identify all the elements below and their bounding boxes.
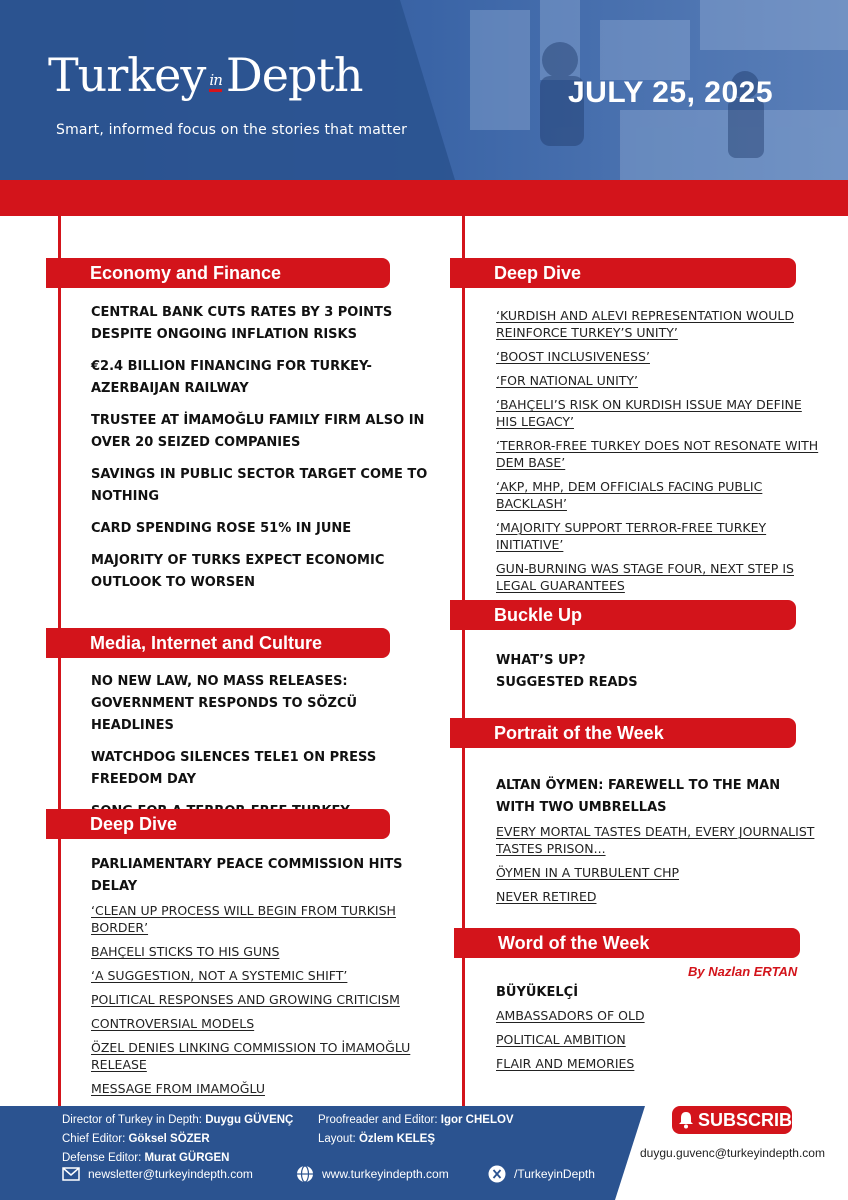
list-item-link[interactable]: ‘FOR NATIONAL UNITY’ (496, 373, 639, 388)
credit-director: Director of Turkey in Depth: Duygu GÜVENÇ (62, 1114, 294, 1126)
subscribe-email[interactable]: duygu.guvenc@turkeyindepth.com (640, 1146, 825, 1160)
issue-date: JULY 25, 2025 (568, 76, 774, 109)
footer-twitter[interactable]: /TurkeyinDepth (488, 1165, 595, 1183)
list-item[interactable]: SAVINGS IN PUBLIC SECTOR TARGET COME TO NOTHING (91, 467, 428, 504)
list-item-link[interactable]: CONTROVERSIAL MODELS (91, 1016, 255, 1031)
deep-dive-right-list (496, 307, 826, 594)
credits-left (62, 1111, 293, 1168)
section-buckle-up: Buckle Up (450, 600, 796, 630)
media-list (91, 671, 441, 823)
mail-icon (62, 1167, 80, 1181)
deep-dive-left-list (91, 854, 421, 1097)
section-media-culture: Media, Internet and Culture (46, 628, 390, 658)
section-deep-dive-left: Deep Dive (46, 809, 390, 839)
list-item-link[interactable]: NEVER RETIRED (496, 889, 597, 904)
list-item-link[interactable]: ‘MAJORITY SUPPORT TERROR-FREE TURKEY INITIATIVE’ (496, 520, 767, 552)
header-red-band (0, 180, 848, 216)
list-item[interactable]: MAJORITY OF TURKS EXPECT ECONOMIC OUTLOOK TO WORSEN (91, 553, 385, 590)
list-item-link[interactable]: BAHÇELI STICKS TO HIS GUNS (91, 944, 280, 959)
list-item-link[interactable]: ‘BAHÇELI’S RISK ON KURDISH ISSUE MAY DEFINE HIS LEGACY’ (496, 397, 802, 429)
list-item[interactable]: TRUSTEE AT İMAMOĞLU FAMILY FIRM ALSO IN OVER 20 SEIZED COMPANIES (91, 413, 425, 450)
list-item[interactable]: WATCHDOG SILENCES TELE1 ON PRESS FREEDOM DAY (91, 750, 377, 787)
list-item-link[interactable]: ÖYMEN IN A TURBULENT CHP (496, 865, 680, 880)
credit-defense: Defense Editor: Murat GÜRGEN (62, 1152, 230, 1164)
footer-website[interactable]: www.turkeyindepth.com (296, 1165, 449, 1183)
list-item-link[interactable]: GUN-BURNING WAS STAGE FOUR, NEXT STEP IS LEGAL GUARANTEES (496, 561, 794, 593)
author-byline: By Nazlan ERTAN (688, 964, 798, 979)
portrait-list (496, 775, 816, 905)
credit-chief: Chief Editor: Göksel SÖZER (62, 1133, 210, 1145)
center-divider-line (462, 216, 465, 1106)
section-word-week: Word of the Week (454, 928, 800, 958)
list-item-link[interactable]: POLITICAL RESPONSES AND GROWING CRITICISM (91, 992, 400, 1007)
tagline: Smart, informed focus on the stories that matter (56, 122, 408, 138)
subscribe-button[interactable]: SUBSCRIBE (672, 1106, 792, 1134)
section-deep-dive-right: Deep Dive (450, 258, 796, 288)
word-week-list (496, 982, 816, 1072)
list-item-link[interactable]: ‘AKP, MHP, DEM OFFICIALS FACING PUBLIC BACKLASH’ (496, 479, 763, 511)
deep-dive-headline[interactable]: PARLIAMENTARY PEACE COMMISSION HITS DELAY (91, 857, 403, 894)
credit-proofreader: Proofreader and Editor: Igor CHELOV (318, 1114, 514, 1126)
list-item[interactable]: NO NEW LAW, NO MASS RELEASES: GOVERNMENT RESPONDS TO SÖZCÜ HEADLINES (91, 674, 358, 733)
list-item[interactable]: CARD SPENDING ROSE 51% IN JUNE (91, 521, 352, 536)
list-item[interactable]: €2.4 BILLION FINANCING FOR TURKEY-AZERBAIJAN RAILWAY (91, 359, 372, 396)
economy-list (91, 302, 431, 594)
word-headline[interactable]: BÜYÜKELÇİ (496, 985, 579, 1000)
list-item-link[interactable]: ‘A SUGGESTION, NOT A SYSTEMIC SHIFT’ (91, 968, 348, 983)
list-item-link[interactable]: POLITICAL AMBITION (496, 1032, 626, 1047)
list-item-link[interactable]: AMBASSADORS OF OLD (496, 1008, 645, 1023)
logo: Turkey inDepth (48, 48, 363, 102)
list-item[interactable]: CENTRAL BANK CUTS RATES BY 3 POINTS DESPITE ONGOING INFLATION RISKS (91, 305, 393, 342)
x-twitter-icon (488, 1165, 506, 1183)
list-item-link[interactable]: ‘CLEAN UP PROCESS WILL BEGIN FROM TURKISH BORDER’ (91, 903, 396, 935)
section-portrait-week: Portrait of the Week (450, 718, 796, 748)
list-item-link[interactable]: ‘KURDISH AND ALEVI REPRESENTATION WOULD REINFORCE TURKEY’S UNITY’ (496, 308, 794, 340)
section-economy-finance: Economy and Finance (46, 258, 390, 288)
globe-icon (296, 1165, 314, 1183)
credit-layout: Layout: Özlem KELEŞ (318, 1133, 435, 1145)
list-item-link[interactable]: ÖZEL DENIES LINKING COMMISSION TO İMAMOĞLU RELEASE (91, 1040, 411, 1072)
list-item-link[interactable]: EVERY MORTAL TASTES DEATH, EVERY JOURNALIST TASTES PRISON... (496, 824, 815, 856)
list-item-link[interactable]: MESSAGE FROM IMAMOĞLU (91, 1081, 265, 1096)
list-item[interactable]: WHAT’S UP? (496, 653, 586, 668)
list-item-link[interactable]: ‘TERROR-FREE TURKEY DOES NOT RESONATE WITH DEM BASE’ (496, 438, 819, 470)
left-divider-line (58, 216, 61, 1106)
credits-right (318, 1111, 514, 1149)
list-item[interactable]: SUGGESTED READS (496, 675, 638, 690)
buckle-up-list (496, 650, 816, 694)
list-item-link[interactable]: ‘BOOST INCLUSIVENESS’ (496, 349, 650, 364)
bell-icon (678, 1111, 694, 1129)
portrait-headline[interactable]: ALTAN ÖYMEN: FAREWELL TO THE MAN WITH TWO UMBRELLAS (496, 778, 781, 815)
list-item-link[interactable]: FLAIR AND MEMORIES (496, 1056, 635, 1071)
footer-email[interactable]: newsletter@turkeyindepth.com (62, 1167, 253, 1181)
masthead (0, 0, 848, 216)
